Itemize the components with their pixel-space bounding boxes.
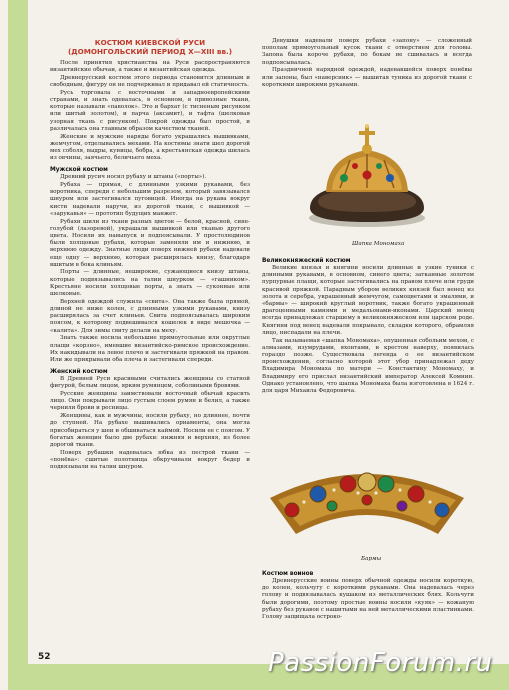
male-paragraph: Рубаха — прямая, с длинными узкими рукавами, без воротника, спереди с небольшим разрезом, который завязывался шнуром или застегивался пуговицей. Иногда на рукава вокруг кисти надевали наручи, из дорогой ткани, с вышивкой — «зарукавья» — прототип будущих манжет. [50, 182, 250, 217]
right-column-bottom [262, 571, 474, 622]
right-paragraph: Девушки надевали поверх рубахи «запону» — сложенный пополам прямоугольный кусок ткани с отверстием для головы. Запона была короче рубахи, по бокам не сшивалась и всегда подпоясывалась. [262, 38, 472, 66]
page-number: 52 [38, 652, 51, 662]
male-paragraph: Верхней одеждой служила «свита». Она также была прямой, длиной не ниже колен, с длинными узкими рукавами, книзу расширялась за счет клиньев. Свита подпоясывалась широким поясом, к которому подвешивался кошелек в виде мешочка — «калита». Для зимы свиту делали на меху. [50, 298, 250, 334]
male-costume-heading: Мужской костюм [50, 167, 108, 174]
right-column-top [262, 38, 472, 89]
title-line-2: (ДОМОНГОЛЬСКИЙ ПЕРИОД X—XIII вв.) [67, 47, 233, 56]
left-column [50, 60, 250, 472]
watermark: PassionForum.ru [268, 648, 493, 678]
male-paragraph: Древний русич носил рубаху и штаны («порты»). [60, 174, 207, 181]
intro-paragraph: После принятия христианства на Руси распространяются византийские обычаи, а также и византийская одежда. [50, 60, 250, 74]
intro-paragraph: Женские и мужские наряды богато украшались вышивками, жемчугом, отделывались мехами. На костюмы знати шел дорогой мех соболя, выдры, куницы, бобра, а крестьянская одежда шилась из овчины, заячьего, беличьего меха. [50, 133, 250, 162]
grand-paragraph: Великие князья и княгини носили длинные и узкие туники с длинными рукавами, в основном, синего цвета; затканные золотом пурпурные плащи, которые застегивались на правом плече или груди красивой пряжкой. Парадным убором великих князей был венец из золота и серебра, украшенный жемчугом, самоцветами и эмалями, и «бармы» — широкий круглый воротник, также богато украшенный драгоценными камнями и медальонами-иконами. Царский венец всегда принадлежал старшему в великокняжеском или царском роде. Княгини под венец надевали покрывало, складки которого, обрамляя лицо, ниспадали на плечи. [262, 265, 474, 336]
right-paragraph: Праздничной нарядной одеждой, надевавшейся поверх понёвы или запоны, был «наверсник» — вышитая туника из дорогой ткани с короткими широкими рукавами. [262, 67, 472, 88]
male-paragraph: Рубахи шили из ткани разных цветов — белой, красной, сине-голубой (лазоревой), украшали вышивкой или тканью другого цвета. Носили их навыпуск и подпоясывали. У простолюдинов были холщовые рубахи, которые заменяли им и нижнюю, и верхнюю одежду. Знатные люди поверх нижней рубахи надевали еще одну — верхнюю, которая расширялась книзу, благодаря вшитым в бока клиньям. [50, 218, 250, 268]
female-costume-heading: Женский костюм [50, 369, 108, 376]
male-paragraph: Знать также носила небольшие прямоугольные или округлые плащи «корзно», имевшие византийско-римское происхождение. Их накидывали на левое плечо и застегивали пряжкой на правом. Или же прикрывали оба плеча и застегивали спереди. [50, 335, 250, 363]
female-paragraph: Русские женщины заимствовали восточный обычай красить лицо. Они покрывали лицо густым слоем румян и белил, а также чернили брови и ресницы. [50, 391, 250, 412]
grand-paragraph: Так называемая «шапка Мономаха», опушенная собольим мехом, с алмазами, изумрудами, яхонтами, и крестом наверху, появилась гораздо позже. Существовала легенда о ее византийском происхождении, согласно которой этот убор принадлежал деду Владимира Мономаха по матери — Константину Мономаху, и Владимиру его прислал византийский император Алексей Комнин. Однако установлено, что шапка Мономаха была изготовлена в 1624 г. для царя Михаила Федоровича. [262, 337, 474, 394]
grand-duke-costume-heading: Великокняжеский костюм [262, 258, 351, 264]
intro-paragraph: Русь торговала с восточными и западноевропейскими странами, и знать одевалась, в основном, в привозные ткани, которые называли «паволок». Это и бархат (с тисненым рисунком или шитый золотом), и парча (аксамит), и тафта (шелковая узорная ткань с рисунком). Покрой одежды был простой, и различалась она главным образом качеством тканей. [50, 89, 250, 132]
page-title [50, 38, 250, 56]
monomakh-cap-image [292, 120, 442, 230]
caption-monomakh-cap: Шапка Мономаха [352, 241, 405, 247]
right-column-middle [262, 258, 474, 396]
warrior-costume-heading: Костюм воинов [262, 571, 314, 577]
intro-paragraph: Древнерусский костюм этого периода становится длинным и свободным, фигуру он не подчеркивал и придавал ей статичность. [50, 74, 250, 89]
female-paragraph: Поверх рубашки надевалась юбка из пестрой ткани — «понёва»: сшитые полотнища обкручивали вокруг бедер и подвязывали на талии шнуром. [50, 449, 250, 471]
warrior-paragraph: Древнерусские воины поверх обычной одежды носили короткую, до колен, кольчугу с короткими рукавами. Она надевалась через голову и подвязывалась кушаком из металлических блях. Кольчуги были дорогими, поэтому простые воины носили «куяк» — кожаную рубаху без рукавов с нашитыми на ней металлическими пластинками. Голову защищала остроко- [262, 578, 474, 621]
caption-barmy: Бармы [361, 556, 382, 562]
title-line-1: КОСТЮМ КИЕВСКОЙ РУСИ [94, 38, 206, 47]
green-side-border [8, 0, 28, 690]
barmy-image [262, 460, 472, 552]
male-paragraph: Порты — длинные, неширокие, сужающиеся книзу штаны, которые подвязывались на талии шнурком — «гашником». Крестьяне носили холщовые порты, а знать — суконные или шелковые. [50, 269, 250, 298]
female-paragraph: В Древней Руси красивыми считались женщины со статной фигурой, белым лицом, ярким румянцем, соболиными бровями. [50, 376, 250, 390]
female-paragraph: Женщины, как и мужчины, носили рубаху, но длиннее, почти до ступней. На рубахе вышивались орнаменты, она могла присобираться у шеи и обшиваться каймой. Носили ее с поясом. У богатых женщин было две рубахи: нижняя и верхняя, из более дорогой ткани. [50, 413, 250, 448]
